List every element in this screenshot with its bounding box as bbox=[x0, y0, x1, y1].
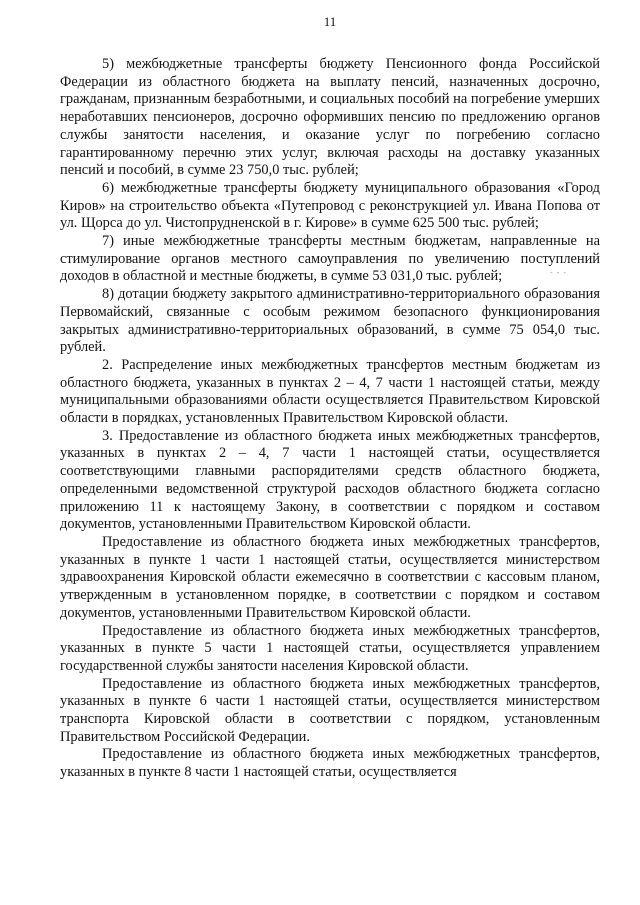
margin-mark: - - - bbox=[550, 268, 567, 277]
paragraph-provision-item-6: Предоставление из областного бюджета иных межбюджетных трансфертов, указанных в пункте 6 части 1 настоящей статьи, осуществляется министерством транспорта Кировской области в соответствии с порядком, установленным Правительством Российской Федерации. bbox=[60, 675, 600, 745]
paragraph-item-7: 7) иные межбюджетные трансферты местным бюджетам, направленные на стимулирование органов местного самоуправления по увеличению поступлений доходов в областной и местные бюджеты, в сумме 53 031,0 тыс. рублей; bbox=[60, 233, 600, 285]
paragraph-provision-item-5: Предоставление из областного бюджета иных межбюджетных трансфертов, указанных в пункте 5 части 1 настоящей статьи, осуществляется управлением государственной службы занятости населения Кировской области. bbox=[60, 622, 600, 674]
paragraph-part-3: 3. Предоставление из областного бюджета иных межбюджетных трансфертов, указанных в пунктах 2 – 4, 7 части 1 настоящей статьи, осуществляется соответствующими главными распорядителями средств областного бюджета, определенными ведомственной структурой расходов областного бюджета согласно приложению 11 к настоящему Закону, в соответствии с порядком и составом документов, установленными Правительством Кировской области. bbox=[60, 427, 600, 533]
paragraph-item-6: 6) межбюджетные трансферты бюджету муниципального образования «Город Киров» на строительство объекта «Путепровод с реконструкцией ул. Ивана Попова от ул. Щорса до ул. Чистопрудненской в г. Кирове» в сумме 625 500 тыс. рублей; bbox=[60, 179, 600, 232]
paragraph-item-8: 8) дотации бюджету закрытого административно-территориального образования Первомайский, связанные с особым режимом безопасного функционирования закрытых административно-территориальных образований, в сумме 75 054,0 тыс. рублей. bbox=[60, 286, 600, 356]
paragraph-provision-item-8: Предоставление из областного бюджета иных межбюджетных трансфертов, указанных в пункте 8 части 1 настоящей статьи, осуществляется bbox=[60, 746, 600, 781]
document-body bbox=[60, 56, 600, 782]
page-number: 11 bbox=[323, 14, 337, 29]
paragraph-provision-item-1: Предоставление из областного бюджета иных межбюджетных трансфертов, указанных в пункте 1 части 1 настоящей статьи, осуществляется министерством здравоохранения Кировской области ежемесячно в соответствии с кассовым планом, утвержденным в установленном порядке, в соответствии с порядком и составом документов, установленными Правительством Кировской области. bbox=[60, 533, 600, 621]
paragraph-part-2: 2. Распределение иных межбюджетных трансфертов местным бюджетам из областного бюджета, указанных в пунктах 2 – 4, 7 части 1 настоящей статьи, между муниципальными образованиями области осуществляется Правительством Кировской области в порядках, установленных Правительством Кировской области. bbox=[60, 356, 600, 427]
paragraph-item-5: 5) межбюджетные трансферты бюджету Пенсионного фонда Российской Федерации из областного бюджета на выплату пенсий, назначенных досрочно, гражданам, признанным безработными, и социальных пособий на погребение умерших неработавших пенсионеров, досрочно оформивших пенсию по предложению органов службы занятости населения, и оказание услуг по погребению согласно гарантированному перечню этих услуг, включая расходы на доставку указанных пенсий и пособий, в сумме 23 750,0 тыс. рублей; bbox=[60, 56, 600, 179]
